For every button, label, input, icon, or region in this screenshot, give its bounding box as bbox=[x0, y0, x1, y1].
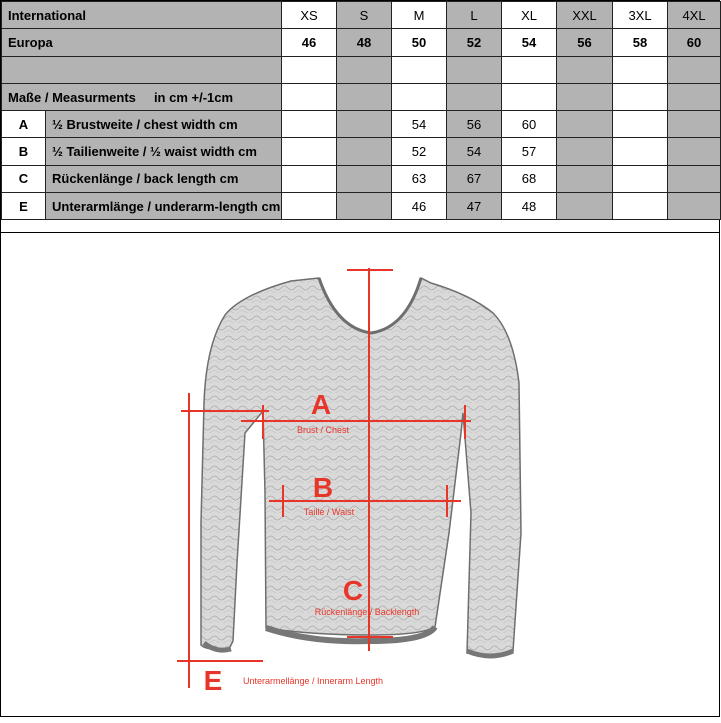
measure-row bbox=[2, 111, 721, 138]
size-int-cell: XL bbox=[502, 2, 557, 29]
value-cell bbox=[337, 193, 392, 220]
value-cell bbox=[668, 111, 721, 138]
size-eu-cell: 60 bbox=[668, 29, 721, 56]
spacer-cell bbox=[2, 56, 282, 83]
empty-cell bbox=[557, 83, 613, 110]
value-cell: 60 bbox=[502, 111, 557, 138]
value-cell: 68 bbox=[502, 165, 557, 192]
row-letter: E bbox=[2, 193, 46, 220]
empty-cell bbox=[392, 56, 447, 83]
empty-cell bbox=[668, 83, 721, 110]
empty-cell bbox=[613, 83, 668, 110]
measures-label bbox=[2, 83, 282, 110]
value-cell bbox=[282, 138, 337, 165]
value-cell: 54 bbox=[392, 111, 447, 138]
empty-cell bbox=[337, 56, 392, 83]
size-int-cell: L bbox=[447, 2, 502, 29]
size-eu-cell: 48 bbox=[337, 29, 392, 56]
value-cell: 63 bbox=[392, 165, 447, 192]
sweater-diagram bbox=[1, 232, 720, 718]
label-b: B bbox=[312, 472, 334, 503]
empty-cell bbox=[502, 56, 557, 83]
empty-cell bbox=[447, 56, 502, 83]
value-cell bbox=[557, 193, 613, 220]
caption-c: Rückenlänge / Backlength bbox=[314, 607, 420, 617]
value-cell: 46 bbox=[392, 193, 447, 220]
row-letter: B bbox=[2, 138, 46, 165]
value-cell bbox=[668, 193, 721, 220]
size-eu-cell: 58 bbox=[613, 29, 668, 56]
row-spacer bbox=[2, 56, 721, 83]
value-cell bbox=[337, 138, 392, 165]
value-cell bbox=[668, 165, 721, 192]
size-eu-cell: 50 bbox=[392, 29, 447, 56]
measure-row bbox=[2, 193, 721, 220]
size-table bbox=[1, 1, 721, 220]
empty-cell bbox=[447, 83, 502, 110]
caption-b: Taille / Waist bbox=[303, 507, 355, 517]
value-cell: 48 bbox=[502, 193, 557, 220]
value-cell bbox=[557, 138, 613, 165]
row-measures bbox=[2, 83, 721, 110]
international-label: International bbox=[2, 2, 282, 29]
size-int-cell: 4XL bbox=[668, 2, 721, 29]
row-label: ½ Tailienweite / ½ waist width cm bbox=[46, 138, 282, 165]
value-cell: 52 bbox=[392, 138, 447, 165]
size-eu-cell: 54 bbox=[502, 29, 557, 56]
empty-cell bbox=[502, 83, 557, 110]
value-cell bbox=[613, 165, 668, 192]
size-int-cell: XXL bbox=[557, 2, 613, 29]
measure-row bbox=[2, 138, 721, 165]
label-e: E bbox=[203, 665, 223, 696]
empty-cell bbox=[282, 83, 337, 110]
row-label: Rückenlänge / back length cm bbox=[46, 165, 282, 192]
caption-e: Unterarmellänge / Innerarm Length bbox=[242, 676, 384, 686]
empty-cell bbox=[392, 83, 447, 110]
value-cell: 57 bbox=[502, 138, 557, 165]
row-label: Unterarmlänge / underarm-length cm bbox=[46, 193, 282, 220]
size-int-cell: XS bbox=[282, 2, 337, 29]
empty-cell bbox=[282, 56, 337, 83]
value-cell: 56 bbox=[447, 111, 502, 138]
size-eu-cell: 56 bbox=[557, 29, 613, 56]
row-letter: A bbox=[2, 111, 46, 138]
value-cell bbox=[613, 111, 668, 138]
row-letter: C bbox=[2, 165, 46, 192]
size-int-cell: 3XL bbox=[613, 2, 668, 29]
size-table-body bbox=[2, 2, 721, 220]
row-international bbox=[2, 2, 721, 29]
europa-label: Europa bbox=[2, 29, 282, 56]
empty-cell bbox=[557, 56, 613, 83]
caption-a: Brust / Chest bbox=[296, 425, 350, 435]
measure-row bbox=[2, 165, 721, 192]
label-a: A bbox=[310, 389, 332, 420]
value-cell bbox=[282, 193, 337, 220]
value-cell bbox=[613, 138, 668, 165]
empty-cell bbox=[613, 56, 668, 83]
value-cell bbox=[337, 111, 392, 138]
size-int-cell: M bbox=[392, 2, 447, 29]
value-cell bbox=[613, 193, 668, 220]
row-label: ½ Brustweite / chest width cm bbox=[46, 111, 282, 138]
unit-note: in cm +/-1cm bbox=[153, 89, 234, 105]
value-cell: 67 bbox=[447, 165, 502, 192]
value-cell bbox=[557, 111, 613, 138]
value-cell bbox=[282, 111, 337, 138]
size-eu-cell: 46 bbox=[282, 29, 337, 56]
empty-cell bbox=[337, 83, 392, 110]
size-eu-cell: 52 bbox=[447, 29, 502, 56]
label-c: C bbox=[342, 575, 364, 606]
row-europa bbox=[2, 29, 721, 56]
value-cell bbox=[557, 165, 613, 192]
value-cell bbox=[282, 165, 337, 192]
value-cell bbox=[668, 138, 721, 165]
measures-title: Maße / Measurments bbox=[8, 89, 136, 105]
size-int-cell: S bbox=[337, 2, 392, 29]
value-cell bbox=[337, 165, 392, 192]
value-cell: 54 bbox=[447, 138, 502, 165]
empty-cell bbox=[668, 56, 721, 83]
value-cell: 47 bbox=[447, 193, 502, 220]
sweater-svg bbox=[1, 233, 720, 718]
